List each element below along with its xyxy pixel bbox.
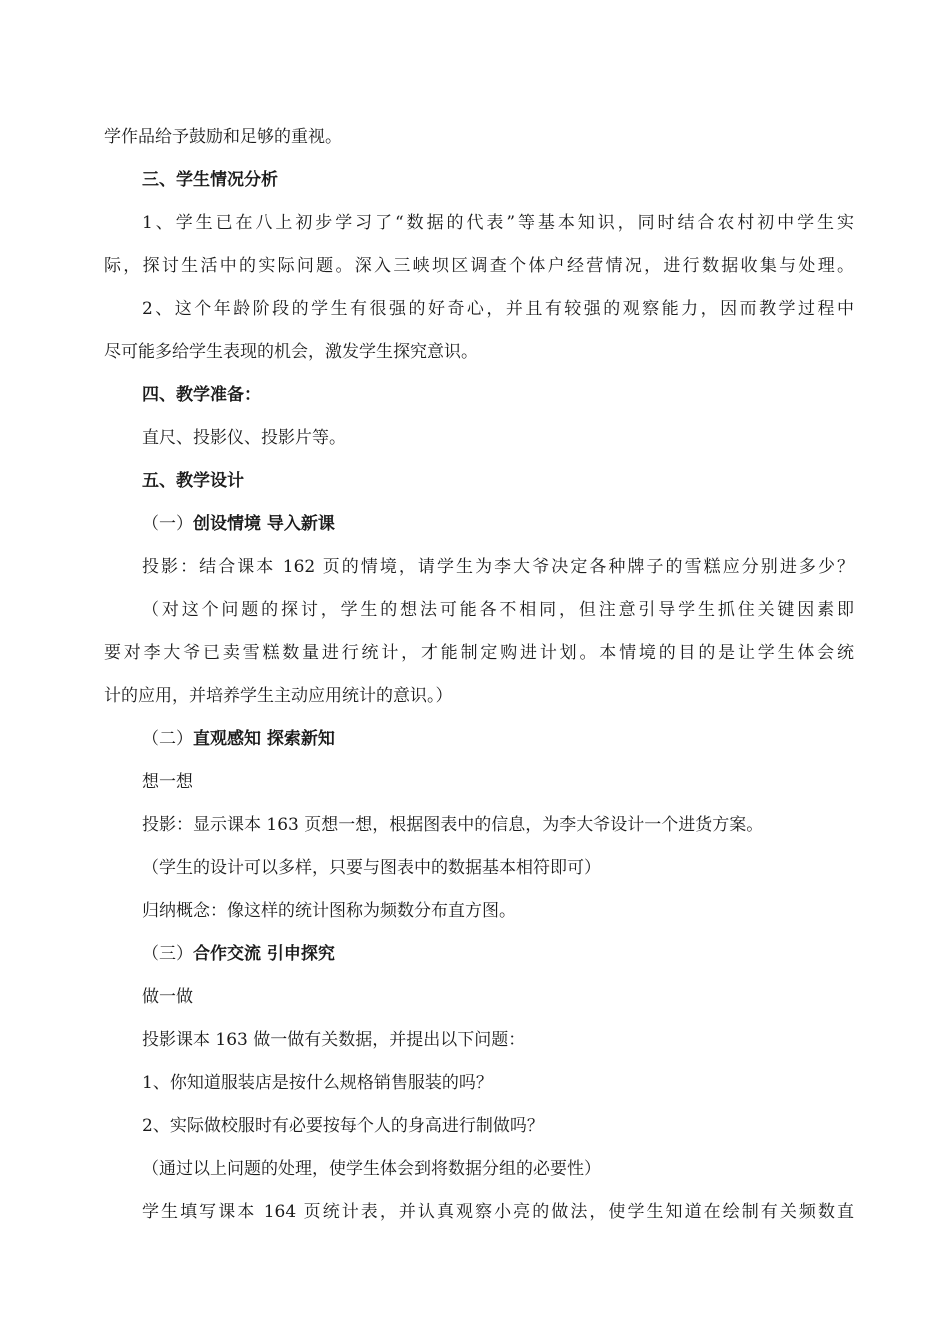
paragraph-line: 投影：显示课本 163 页想一想，根据图表中的信息，为李大爷设计一个进货方案。 [142,815,764,835]
paragraph-line: 投影：结合课本 162 页的情境，请学生为李大爷决定各种牌子的雪糕应分别进多少？ [142,557,854,577]
paragraph-line: 想一想 [142,772,193,792]
paragraph-line: 1、你知道服装店是按什么规格销售服装的吗？ [142,1073,493,1093]
subsection-number: （一） [142,514,193,534]
section-heading: 四、教学准备： [142,385,261,405]
subsection-title: 合作交流 引申探究 [193,944,335,964]
subsection-number: （三） [142,944,193,964]
paragraph-line: 要对李大爷已卖雪糕数量进行统计，才能制定购进计划。本情境的目的是让学生体会统 [104,643,854,663]
paragraph-line: 2、这个年龄阶段的学生有很强的好奇心，并且有较强的观察能力，因而教学过程中 [142,299,854,319]
paragraph-line: 计的应用，并培养学生主动应用统计的意识。） [104,686,453,706]
paragraph-line: 1、学生已在八上初步学习了“数据的代表”等基本知识，同时结合农村初中学生实 [142,213,854,233]
paragraph-line: （通过以上问题的处理，使学生体会到将数据分组的必要性） [142,1159,601,1179]
paragraph-line: 归纳概念：像这样的统计图称为频数分布直方图。 [142,901,516,921]
subsection-heading [142,727,854,751]
subsection-heading [142,512,854,536]
paragraph-line: （对这个问题的探讨，学生的想法可能各不相同，但注意引导学生抓住关键因素即 [142,600,854,620]
section-heading: 三、学生情况分析 [142,170,278,190]
paragraph-line: 2、实际做校服时有必要按每个人的身高进行制做吗？ [142,1116,544,1136]
paragraph-line: 学作品给予鼓励和足够的重视。 [104,127,342,147]
paragraph-line: 做一做 [142,987,193,1007]
paragraph-line: 尽可能多给学生表现的机会，激发学生探究意识。 [104,342,478,362]
paragraph-line: 直尺、投影仪、投影片等。 [142,428,346,448]
subsection-title: 创设情境 导入新课 [193,514,335,534]
paragraph-line: 投影课本 163 做一做有关数据，并提出以下问题： [142,1030,526,1050]
paragraph-line: （学生的设计可以多样，只要与图表中的数据基本相符即可） [142,858,601,878]
paragraph-line: 际，探讨生活中的实际问题。深入三峡坝区调查个体户经营情况，进行数据收集与处理。 [104,256,854,276]
paragraph-line: 学生填写课本 164 页统计表，并认真观察小亮的做法，使学生知道在绘制有关频数直 [142,1202,854,1222]
subsection-number: （二） [142,729,193,749]
section-heading: 五、教学设计 [142,471,244,491]
subsection-title: 直观感知 探索新知 [193,729,335,749]
subsection-heading [142,942,854,966]
